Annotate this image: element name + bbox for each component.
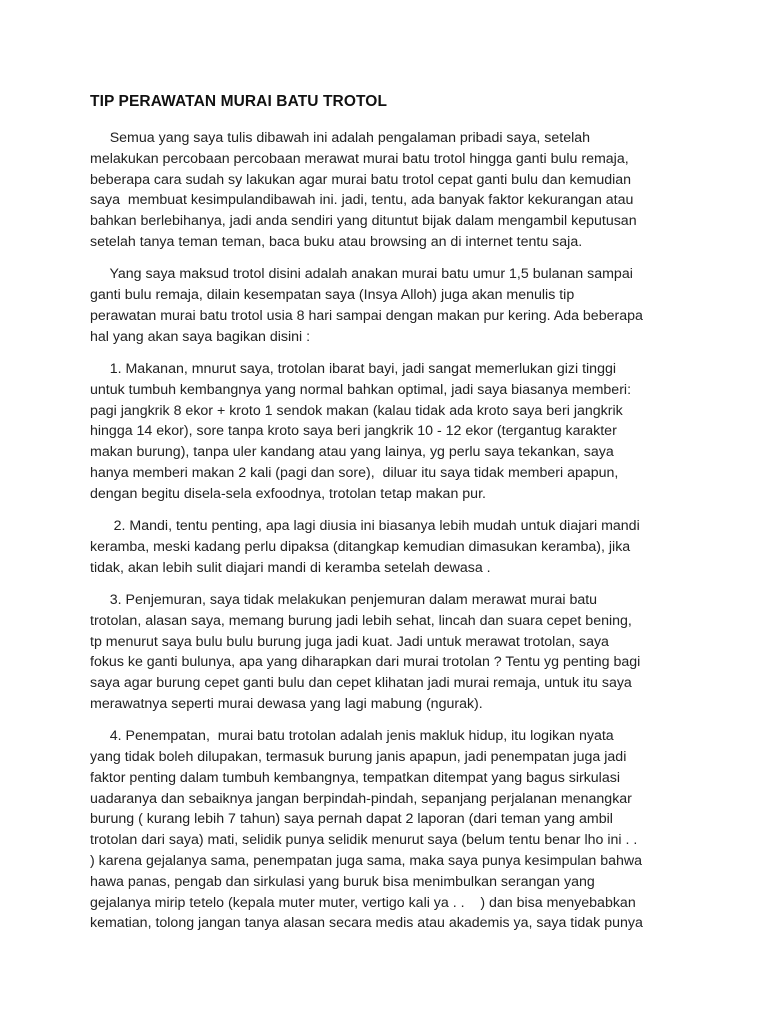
paragraph-line: 1. Makanan, mnurut saya, trotolan ibarat bayi, jadi sangat memerlukan gizi tinggi [90,360,616,377]
paragraph-line: fokus ke ganti bulunya, apa yang diharapkan dari murai trotolan ? Tentu yg penting bagi [90,654,641,671]
paragraph-line: hal yang akan saya bagikan disini : [90,328,311,345]
paragraph-line: pagi jangkrik 8 ekor + kroto 1 sendok makan (kalau tidak ada kroto saya beri jangkrik [90,402,623,419]
document-body [90,128,690,934]
paragraph-line: hawa panas, pengab dan sirkulasi yang buruk bisa menimbulkan serangan yang [90,873,595,890]
paragraph-line: yang tidak boleh dilupakan, termasuk burung janis apapun, jadi penempatan juga jadi [90,749,627,766]
paragraph-line: setelah tanya teman teman, baca buku atau browsing an di internet tentu saja. [90,233,583,250]
paragraph-line: burung ( kurang lebih 7 tahun) saya pernah dapat 2 laporan (dari teman yang ambil [90,811,613,828]
paragraph-line: 2. Mandi, tentu penting, apa lagi diusia ini biasanya lebih mudah untuk diajari mandi [90,518,640,535]
paragraph-line: bahkan berlebihanya, jadi anda sendiri yang dituntut bijak dalam mengambil keputusan [90,213,637,230]
paragraph-line: faktor penting dalam tumbuh kembangnya, tempatkan ditempat yang bagus sirkulasi [90,769,620,786]
paragraph-line: uadaranya dan sebaiknya jangan berpindah-pindah, sepanjang perjalanan menangkar [90,790,632,807]
paragraph [90,264,690,347]
paragraph-line: makan burung), tanpa uler kandang atau yang lainya, yg perlu saya tekankan, saya [90,444,614,461]
paragraph-line: saya membuat kesimpulandibawah ini. jadi, tentu, ada banyak faktor kekurangan atau [90,192,634,209]
paragraph-line: Yang saya maksud trotol disini adalah anakan murai batu umur 1,5 bulanan sampai [90,266,633,283]
paragraph [90,726,690,934]
paragraph-line: kematian, tolong jangan tanya alasan secara medis atau akademis ya, saya tidak punya [90,915,643,932]
paragraph-line: ganti bulu remaja, dilain kesempatan saya (Insya Alloh) juga akan menulis tip [90,287,575,304]
paragraph-line: untuk tumbuh kembangnya yang normal bahkan optimal, jadi saya biasanya memberi: [90,381,632,398]
document-title: TIP PERAWATAN MURAI BATU TROTOL [90,93,388,110]
paragraph-line: Semua yang saya tulis dibawah ini adalah pengalaman pribadi saya, setelah [90,130,591,146]
paragraph [90,516,690,578]
paragraph [90,128,690,253]
paragraph-line: saya agar burung cepet ganti bulu dan cepet klihatan jadi murai remaja, untuk itu saya [90,675,632,692]
paragraph-line: dengan begitu disela-sela exfoodnya, trotolan tetap makan pur. [90,485,486,502]
paragraph-line: tp menurut saya bulu bulu burung juga jadi kuat. Jadi untuk merawat trotolan, saya [90,633,609,650]
paragraph-line: ) karena gejalanya sama, penempatan juga sama, maka saya punya kesimpulan bahwa [90,853,643,869]
paragraph-line: melakukan percobaan percobaan merawat murai batu trotol hingga ganti bulu remaja, [90,150,629,167]
paragraph-line: trotolan, alasan saya, memang burung jadi lebih sehat, lincah dan suara cepet bening, [90,612,632,629]
paragraph-line: 4. Penempatan, murai batu trotolan adalah jenis makluk hidup, itu logikan nyata [90,728,614,745]
document-page [90,93,690,946]
paragraph [90,359,690,505]
paragraph [90,590,690,715]
paragraph-line: 3. Penjemuran, saya tidak melakukan penjemuran dalam merawat murai batu [90,591,598,608]
paragraph-line: beberapa cara sudah sy lakukan agar murai batu trotol cepat ganti bulu dan kemudian [90,171,632,188]
paragraph-line: tidak, akan lebih sulit diajari mandi di keramba setelah dewasa . [90,559,491,576]
paragraph-line: hingga 14 ekor), sore tanpa kroto saya beri jangkrik 10 - 12 ekor (tergantug karakter [90,423,617,440]
paragraph-line: perawatan murai batu trotol usia 8 hari sampai dengan makan pur kering. Ada beberapa [90,307,643,324]
paragraph-line: gejalanya mirip tetelo (kepala muter muter, vertigo kali ya . . ) dan bisa menyebabkan [90,894,636,911]
paragraph-line: keramba, meski kadang perlu dipaksa (ditangkap kemudian dimasukan keramba), jika [90,538,631,555]
paragraph-line: trotolan dari saya) mati, selidik punya selidik menurut saya (belum tentu benar lho ini . . [90,832,638,849]
paragraph-line: merawatnya seperti murai dewasa yang lagi mabung (ngurak). [90,695,483,712]
paragraph-line: hanya memberi makan 2 kali (pagi dan sore), diluar itu saya tidak memberi apapun, [90,464,619,481]
